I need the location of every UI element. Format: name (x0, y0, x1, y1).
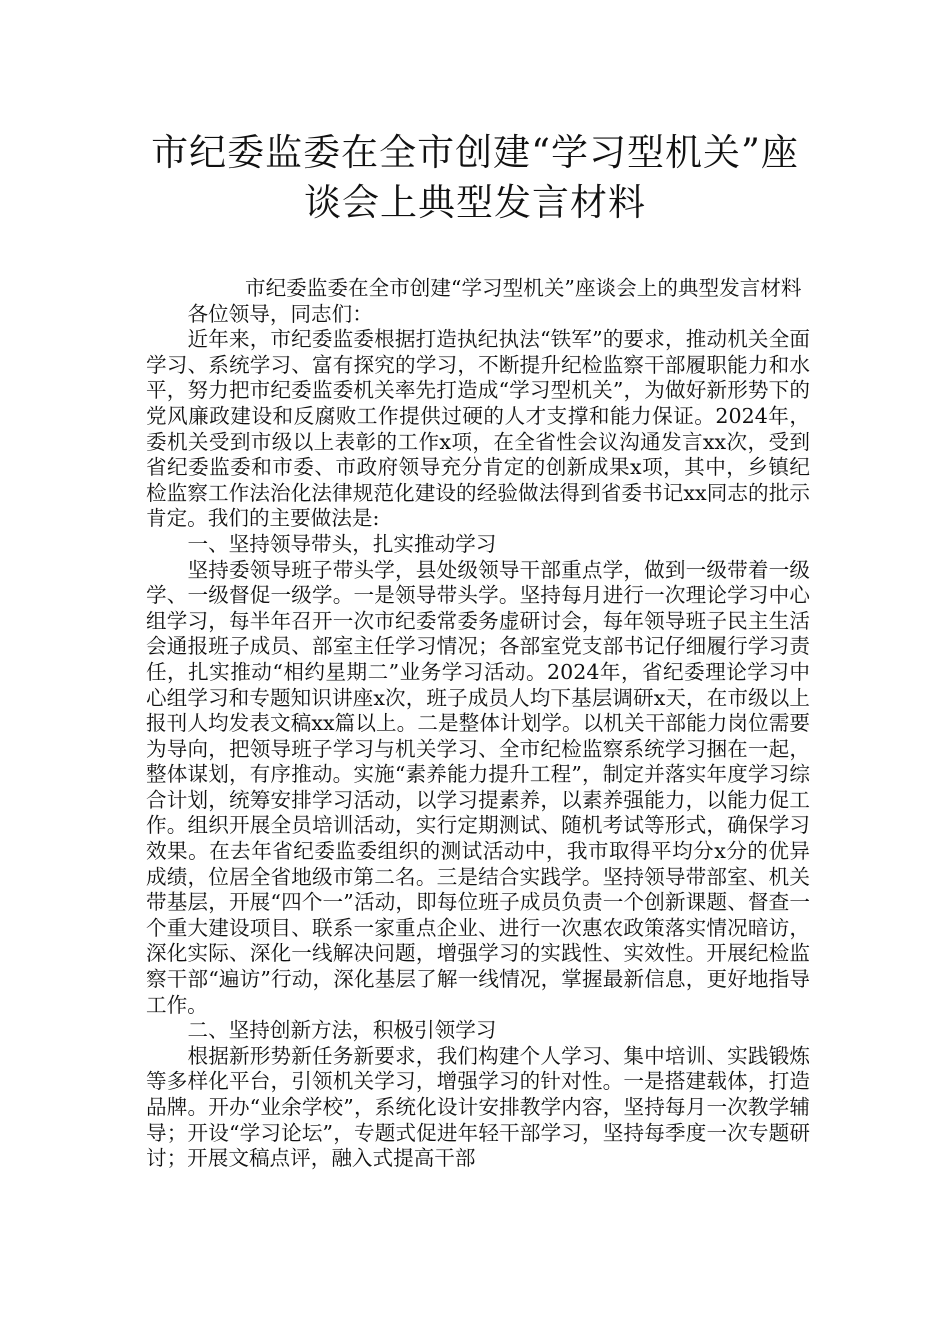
title-line-2: 谈会上典型发言材料 (304, 181, 646, 224)
document-subtitle: 市纪委监委在全市创建“学习型机关”座谈会上的典型发言材料 (245, 276, 802, 300)
section-heading-2: 二、坚持创新方法，积极引领学习 (187, 1018, 497, 1043)
document-title (120, 128, 830, 228)
greeting: 各位领导，同志们： (187, 301, 373, 326)
paragraph-intro: 近年来，市纪委监委根据打造执纪执法“铁军”的要求，推动机关全面学习、系统学习、富有探究的学习，不断提升纪检监察干部履职能力和水平，努力把市纪委监委机关率先打造成“学习型机关”，为做好新形势下的党风廉政建设和反腐败工作提供过硬的人才支撑和能力保证。2024年，委机关受到市级以上表彰的工作x项，在全省性会议沟通发言xx次，受到省纪委监委和市委、市政府领导充分肯定的创新成果x项，其中，乡镇纪检监察工作法治化法律规范化建设的经验做法得到省委书记xx同志的批示肯定。我们的主要做法是: (146, 327, 810, 531)
paragraph-section-1: 坚持委领导班子带头学，县处级领导干部重点学，做到一级带着一级学、一级督促一级学。一是领导带头学。坚持每月进行一次理论学习中心组学习，每半年召开一次市纪委常委务虚研讨会，每年领导班子民主生活会通报班子成员、部室主任学习情况；各部室党支部书记仔细履行学习责任，扎实推动“相约星期二”业务学习活动。2024年，省纪委理论学习中心组学习和专题知识讲座x次，班子成员人均下基层调研x天，在市级以上报刊人均发表文稿xx篇以上。二是整体计划学。以机关干部能力岗位需要为导向，把领导班子学习与机关学习、全市纪检监察系统学习捆在一起，整体谋划，有序推动。实施“素养能力提升工程”，制定并落实年度学习综合计划，统筹安排学习活动，以学习提素养，以素养强能力，以能力促工作。组织开展全员培训活动，实行定期测试、随机考试等形式，确保学习效果。在去年省纪委监委组织的测试活动中，我市取得平均分x分的优异成绩，位居全省地级市第二名。三是结合实践学。坚持领导带部室、机关带基层，开展“四个一”活动，即每位班子成员负责一个创新课题、督查一个重大建设项目、联系一家重点企业、进行一次惠农政策落实情况暗访，深化实际、深化一线解决问题，增强学习的实践性、实效性。开展纪检监察干部“遍访”行动，深化基层了解一线情况，掌握最新信息，更好地指导工作。 (146, 557, 810, 1017)
document-body (146, 276, 810, 1172)
title-line-1: 市纪委监委在全市创建“学习型机关”座 (151, 131, 799, 174)
section-heading-1: 一、坚持领导带头，扎实推动学习 (187, 531, 497, 556)
paragraph-section-2: 根据新形势新任务新要求，我们构建个人学习、集中培训、实践锻炼等多样化平台，引领机关学习，增强学习的针对性。一是搭建载体，打造品牌。开办“业余学校”，系统化设计安排教学内容，坚持每月一次教学辅导；开设“学习论坛”，专题式促进年轻干部学习，坚持每季度一次专题研讨；开展文稿点评，融入式提高干部 (146, 1043, 810, 1171)
